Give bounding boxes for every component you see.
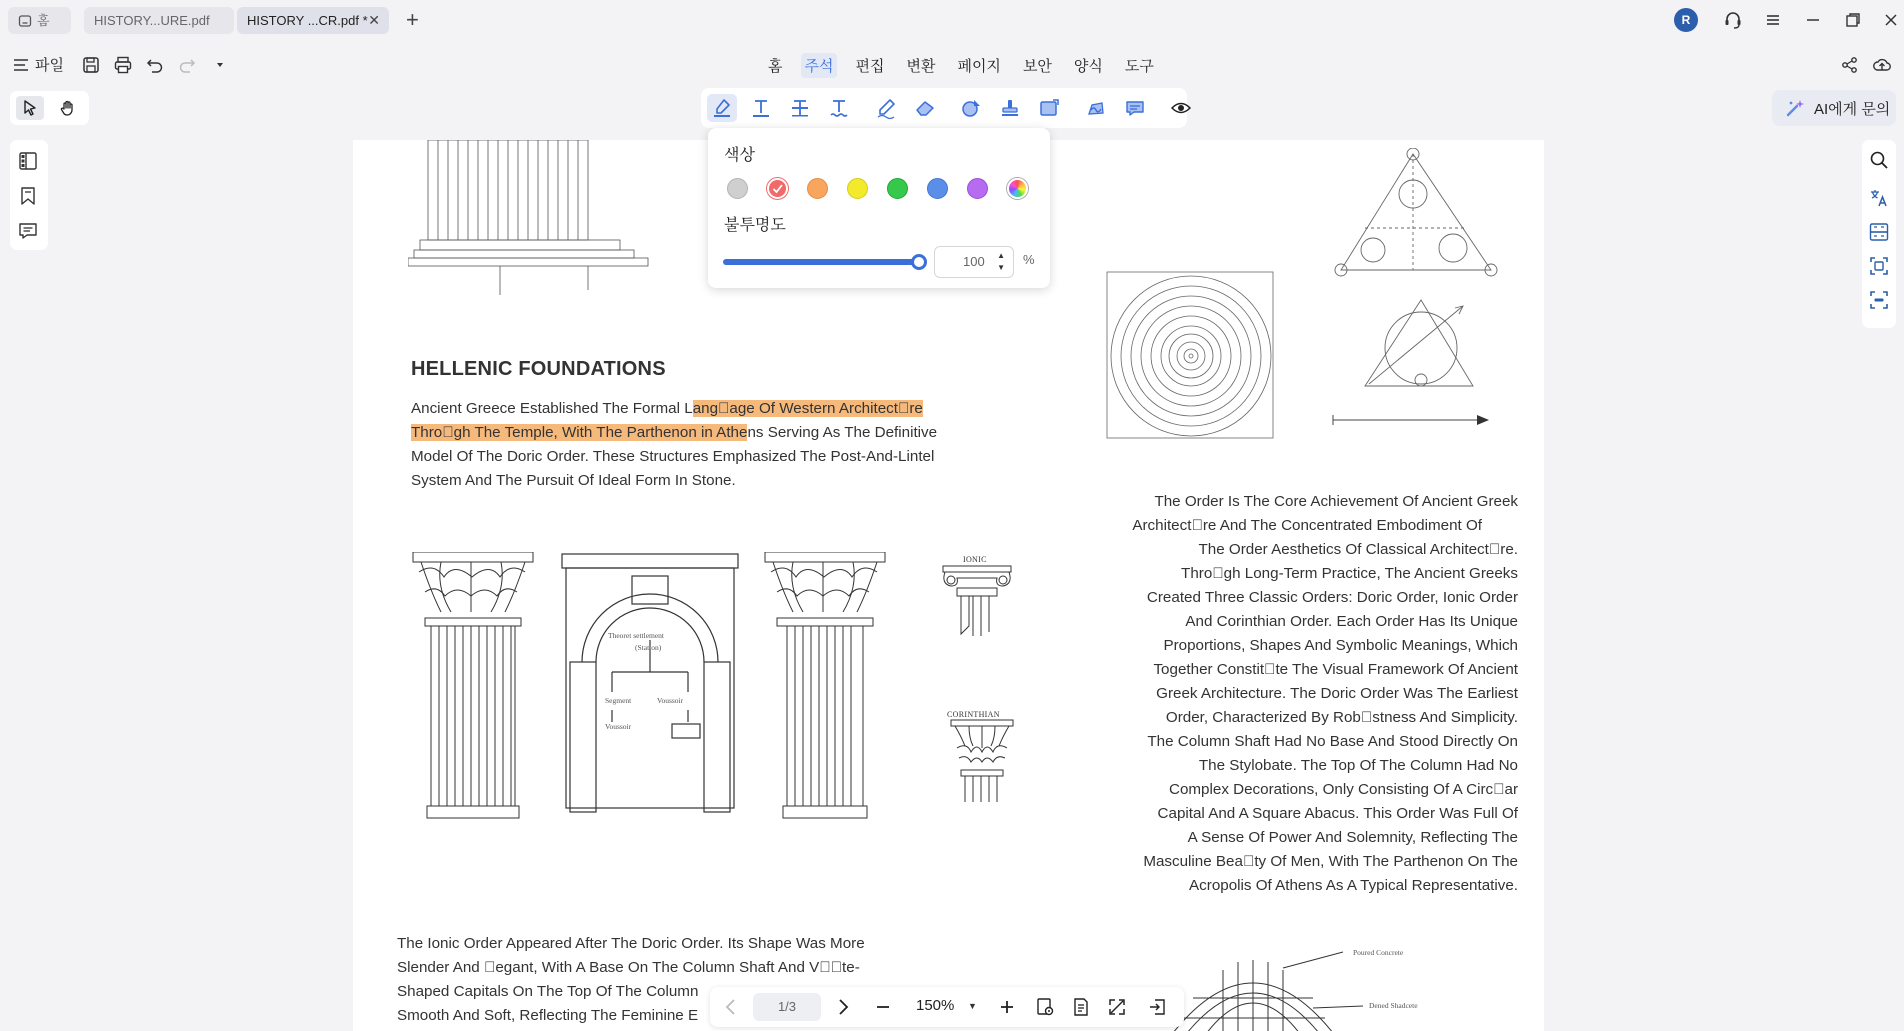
dome-label-shadcete: Dened Shadcete (1369, 1001, 1418, 1010)
dome-drawing (1163, 948, 1423, 1031)
area-highlight-tool-button[interactable] (1034, 94, 1064, 122)
ocr-icon[interactable] (1869, 222, 1889, 242)
menu-tab-page[interactable]: 페이지 (957, 58, 1001, 75)
arch-label-station: (Station) (635, 643, 662, 652)
intro-text-end: ns Serving As The Definitive Model Of The Doric Order. These Structures Emphasized The Post-And-Lintel System And The Pursuit Of Ideal Form In Stone. (411, 424, 938, 489)
orders-line-1: The Order Is The Core Achievement Of Ancient Greek (1154, 493, 1518, 510)
file-menu-label: 파일 (35, 57, 64, 74)
compare-icon[interactable] (1869, 290, 1889, 310)
translate-icon[interactable] (1869, 188, 1889, 208)
area-highlight-icon (1038, 97, 1060, 119)
color-label: 색상 (724, 147, 755, 164)
swatch-green[interactable] (887, 178, 908, 199)
page-view-icon (1035, 997, 1055, 1017)
triangle-arrow-sketch (1355, 296, 1485, 426)
avatar[interactable]: R (1674, 8, 1698, 32)
tab-bar (0, 0, 1904, 40)
next-page-button[interactable] (832, 996, 854, 1018)
opacity-input[interactable] (934, 246, 1014, 278)
opacity-slider-track[interactable] (723, 259, 920, 265)
print-icon[interactable] (113, 55, 133, 75)
orders-line-14: Capital And A Square Abacus. This Order Was Full Of (1157, 805, 1518, 822)
tab-home-label: 홈 (37, 13, 50, 28)
chevron-left-icon (724, 998, 738, 1016)
arch-drawing (560, 552, 740, 814)
intro-text-start: Ancient Greece Established The Formal L (411, 400, 693, 417)
ionic-label: IONIC (963, 555, 987, 564)
tab-document-2[interactable] (237, 7, 389, 34)
eraser-tool-button[interactable] (910, 94, 940, 122)
check-icon (769, 180, 786, 197)
opacity-value: 100 (963, 254, 985, 269)
arch-label-title: Theoret settlement (608, 631, 665, 640)
paragraph-intro (411, 397, 951, 493)
cursor-arrow-icon (21, 99, 39, 117)
strikethrough-icon (789, 97, 811, 119)
swatch-custom-color[interactable] (1007, 178, 1028, 199)
eye-icon (1170, 97, 1192, 119)
undo-icon[interactable] (145, 55, 165, 75)
squiggly-underline-icon (828, 97, 850, 119)
menu-bar (0, 45, 1904, 85)
cloud-upload-icon[interactable] (1872, 55, 1892, 75)
column-drawing-top (408, 140, 658, 300)
home-icon (18, 14, 32, 28)
left-sidebar (10, 140, 48, 250)
minus-icon (875, 999, 891, 1015)
orders-line-11: The Column Shaft Had No Base And Stood Directly On (1147, 733, 1518, 750)
orders-line-2: Architect re And The Concentrated Embodiment Of (1132, 517, 1482, 534)
highlight-color-popup (708, 128, 1050, 288)
text-underline-tool-button[interactable] (746, 94, 776, 122)
menu-tab-home[interactable]: 홈 (768, 58, 783, 75)
orders-line-6: And Corinthian Order. Each Order Has Its Unique (1185, 613, 1518, 630)
triangle-circles-sketch (1325, 148, 1515, 278)
zoom-dropdown-icon[interactable]: ▼ (968, 1001, 977, 1011)
zoom-level[interactable]: 150% (916, 997, 955, 1014)
comments-panel-icon[interactable] (18, 221, 38, 241)
page-number-input[interactable]: 1/3 (753, 993, 821, 1021)
hamburger-icon (13, 58, 29, 72)
swatch-red-selected[interactable] (767, 178, 788, 199)
page-navigation-bar (710, 987, 1184, 1027)
show-annotations-button[interactable] (1166, 94, 1196, 122)
quick-access-dropdown-icon[interactable] (210, 55, 230, 75)
file-menu[interactable] (13, 54, 64, 75)
corinthian-label: CORINTHIAN (947, 710, 1000, 719)
menu-icon[interactable] (1762, 9, 1784, 31)
select-tool-button[interactable] (16, 96, 44, 120)
menu-tab-security[interactable]: 보안 (1022, 58, 1052, 75)
swatch-orange[interactable] (807, 178, 828, 199)
opacity-slider-thumb[interactable] (911, 254, 927, 270)
orders-line-7: Proportions, Shapes And Symbolic Meanings, Which (1163, 637, 1518, 654)
menu-tab-forms[interactable]: 양식 (1073, 58, 1103, 75)
new-tab-button[interactable]: + (406, 7, 419, 32)
single-page-button[interactable] (1070, 996, 1092, 1018)
orders-line-16: Masculine Bea ty Of Men, With The Parthenon On The (1143, 853, 1518, 870)
scan-icon[interactable] (1869, 256, 1889, 276)
text-underline-icon (750, 97, 772, 119)
orders-line-13: Complex Decorations, Only Consisting Of A Circ ar (1168, 781, 1518, 798)
ionic-line-4: Smooth And Soft, Reflecting The Feminine E (397, 1007, 699, 1024)
menu-tab-tools[interactable]: 도구 (1124, 58, 1154, 75)
ionic-capital-drawing (939, 564, 1015, 640)
ask-ai-button[interactable] (1772, 90, 1896, 126)
swatch-gray[interactable] (727, 178, 748, 199)
orders-line-8: Together Constit te The Visual Framework Of Ancient (1153, 661, 1518, 678)
orders-line-12: The Stylobate. The Top Of The Column Had No (1198, 757, 1518, 774)
shape-icon (960, 97, 982, 119)
minimize-icon[interactable] (1802, 9, 1824, 31)
bookmark-icon[interactable] (18, 186, 38, 206)
stamp-icon (999, 97, 1021, 119)
thumbnails-icon[interactable] (18, 151, 38, 171)
dome-label-concrete: Poured Concrete (1353, 948, 1404, 957)
share-icon[interactable] (1840, 55, 1860, 75)
hand-tool-button[interactable] (54, 96, 82, 120)
orders-line-15: A Sense Of Power And Solemnity, Reflecting The (1187, 829, 1518, 846)
close-window-icon[interactable] (1880, 9, 1902, 31)
exit-icon (1147, 997, 1167, 1017)
highlight-tool-button[interactable] (707, 94, 737, 122)
arch-label-segment: Segment (605, 696, 632, 705)
orders-line-10: Order, Characterized By Rob stness And Simplicity. (1165, 709, 1518, 726)
chevron-right-icon (836, 998, 850, 1016)
arrow-line-sketch (1331, 410, 1491, 430)
corinthian-capital-drawing (947, 718, 1017, 804)
ionic-line-2: Slender And  egant, With A Base On The Column Shaft And V  te- (397, 959, 860, 976)
expand-icon (1107, 997, 1127, 1017)
ask-ai-label: AI에게 문의 (1814, 100, 1891, 118)
zoom-out-button[interactable] (872, 996, 894, 1018)
ionic-line-1: The Ionic Order Appeared After The Doric Order. Its Shape Was More (397, 935, 865, 952)
highlighted-text[interactable]: ang age Of Western Architect re Thro gh The Temple, With The Parthenon in Athe (411, 400, 923, 441)
shape-tool-button[interactable] (956, 94, 986, 122)
restore-icon[interactable] (1842, 9, 1864, 31)
concentric-circles-sketch (1105, 270, 1277, 442)
signature-icon (1085, 97, 1107, 119)
swatch-yellow[interactable] (847, 178, 868, 199)
menu-tab-annotate[interactable]: 주석 (801, 53, 838, 78)
fullscreen-button[interactable] (1106, 996, 1128, 1018)
plus-icon (999, 999, 1015, 1015)
orders-line-9: Greek Architecture. The Doric Order Was The Earliest (1156, 685, 1518, 702)
menu-tab-edit[interactable]: 편집 (855, 58, 885, 75)
tab-document-1-label: HISTORY...URE.pdf (94, 13, 210, 28)
orders-line-3: The Order Aesthetics Of Classical Architect re. (1198, 541, 1518, 558)
hand-icon (59, 99, 77, 117)
cursor-tool-group (10, 91, 89, 125)
search-icon[interactable] (1869, 150, 1889, 170)
orders-line-4: Thro gh Long-Term Practice, The Ancient Greeks (1181, 565, 1518, 582)
headset-icon[interactable] (1722, 9, 1744, 31)
ai-sparkle-icon (1784, 97, 1806, 119)
right-sidebar (1862, 140, 1896, 328)
highlighter-icon (711, 97, 733, 119)
swatch-blue[interactable] (927, 178, 948, 199)
squiggly-tool-button[interactable] (824, 94, 854, 122)
opacity-unit: % (1023, 252, 1035, 267)
tab-document-2-label: HISTORY ...CR.pdf * (247, 13, 368, 28)
orders-line-17: Acropolis Of Athens As A Typical Representative. (1189, 877, 1518, 894)
ionic-line-3: Shaped Capitals On The Top Of The Column (397, 983, 699, 1000)
menu-tab-convert[interactable]: 변환 (906, 58, 936, 75)
corinthian-column-drawing (411, 552, 535, 820)
signature-tool-button[interactable] (1081, 94, 1111, 122)
save-icon[interactable] (81, 55, 101, 75)
opacity-stepper-icon[interactable]: ▲ ▼ (997, 251, 1005, 272)
annotation-toolbar (701, 88, 1187, 128)
arch-label-voussoir-2: Voussoir (605, 722, 632, 731)
paragraph-orders (1077, 490, 1518, 898)
opacity-label: 불투명도 (724, 217, 786, 234)
eraser-icon (914, 97, 936, 119)
pen-tool-button[interactable] (871, 94, 901, 122)
fit-page-button[interactable] (1034, 996, 1056, 1018)
exit-presentation-button[interactable] (1146, 996, 1168, 1018)
swatch-purple[interactable] (967, 178, 988, 199)
section-heading: HELLENIC FOUNDATIONS (411, 358, 666, 380)
corinthian-column-drawing-2 (763, 552, 887, 820)
tab-home[interactable] (8, 7, 71, 34)
strikethrough-tool-button[interactable] (785, 94, 815, 122)
ribbon-tabs (764, 53, 1158, 78)
stamp-tool-button[interactable] (995, 94, 1025, 122)
pen-icon (875, 97, 897, 119)
tab-document-1[interactable] (84, 7, 234, 34)
arch-label-voussoir: Voussoir (657, 696, 684, 705)
document-lines-icon (1071, 997, 1091, 1017)
tab-close-icon[interactable]: ✕ (368, 12, 380, 28)
comment-icon (1124, 97, 1146, 119)
zoom-in-button[interactable] (996, 996, 1018, 1018)
redo-icon[interactable] (177, 55, 197, 75)
comment-tool-button[interactable] (1120, 94, 1150, 122)
orders-line-5: Created Three Classic Orders: Doric Order, Ionic Order (1146, 589, 1518, 606)
previous-page-button[interactable] (720, 996, 742, 1018)
